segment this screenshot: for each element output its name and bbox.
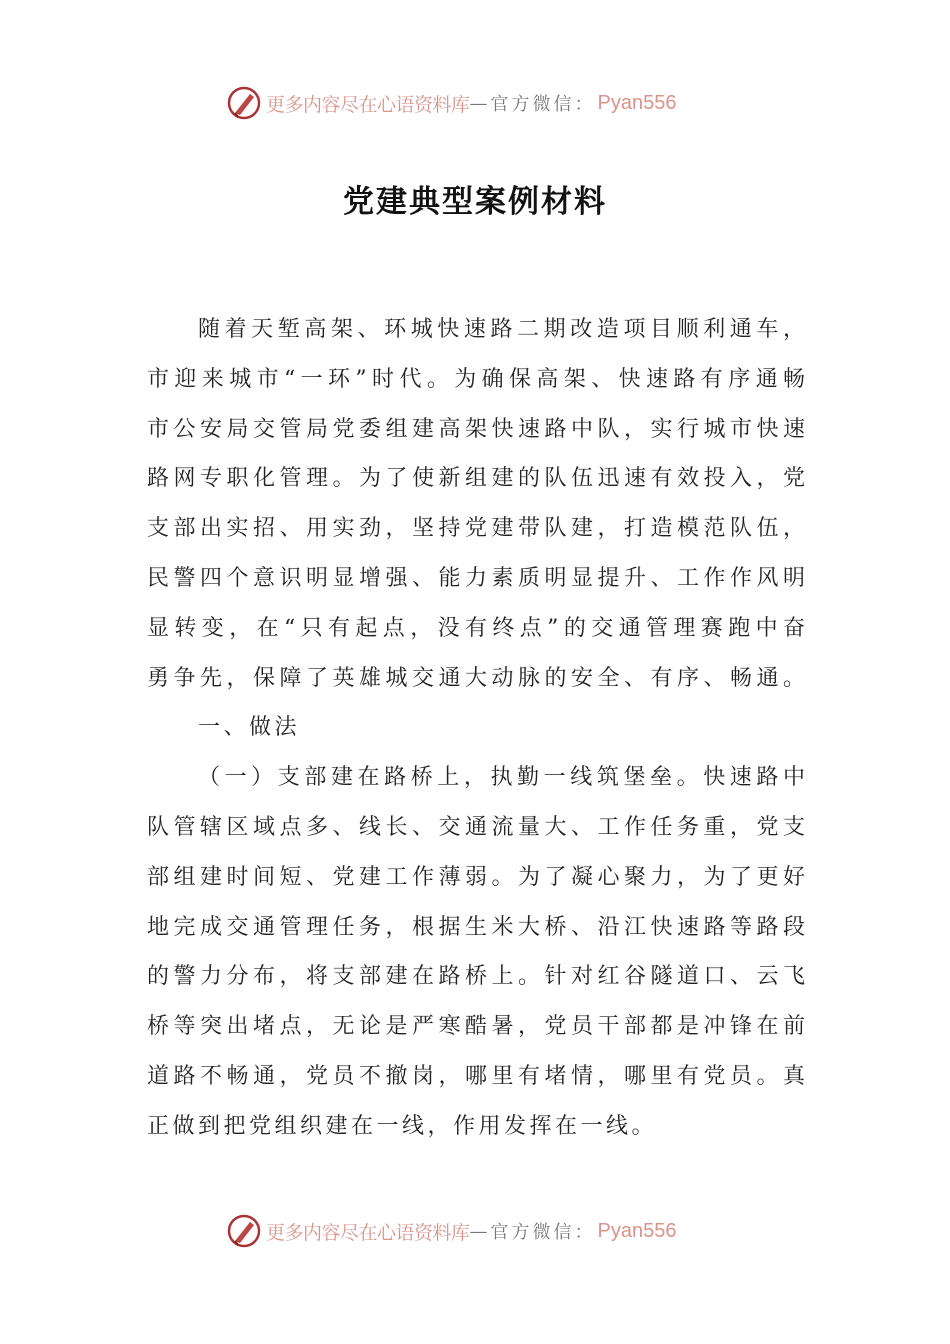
text-line: 勇争先，保障了英雄城交通大动脉的安全、有序、畅通。 [147,665,805,691]
text-line: 道路不畅通，党员不撤岗，哪里有堵情，哪里有党员。真 [147,1063,805,1089]
watermark-dash: — [469,92,491,114]
text-line: 支部出实招、用实劲，坚持党建带队建，打造模范队伍， [147,516,805,542]
footer-watermark [226,1211,676,1251]
watermark-text: 更多内容尽在心语资料库 [266,1221,470,1244]
watermark-account: Pyan556 [597,91,677,114]
text-line: 地完成交通管理任务，根据生米大桥、沿江快速路等路段 [147,914,805,940]
text-line: 的警力分布，将支部建在路桥上。针对红谷隧道口、云飞 [147,964,805,990]
text-line: 显转变，在“只有起点，没有终点”的交通管理赛跑中奋 [147,615,805,641]
text-line: 路网专职化管理。为了使新组建的队伍迅速有效投入，党 [147,466,805,492]
document-title: 党建典型案例材料 [343,184,607,220]
text-line: 市迎来城市“一环”时代。为确保高架、快速路有序通畅 [147,366,805,392]
watermark-text: 更多内容尽在心语资料库 [266,93,470,116]
text-line: （一）支部建在路桥上，执勤一线筑堡垒。快速路中 [198,765,805,791]
header-watermark [226,83,676,123]
text-line: 部组建时间短、党建工作薄弱。为了凝心聚力，为了更好 [147,864,805,890]
text-line: 桥等突出堵点，无论是严寒酷暑，党员干部都是冲锋在前 [147,1014,805,1040]
pen-logo-icon [226,85,262,121]
text-line: 正做到把党组织建在一线，作用发挥在一线。 [147,1113,658,1139]
text-line: 随着天堑高架、环城快速路二期改造项目顺利通车， [198,317,805,342]
pen-logo-icon [226,1213,262,1249]
watermark-account: Pyan556 [597,1219,677,1242]
text-line: 市公安局交管局党委组建高架快速路中队，实行城市快速 [147,416,805,442]
document-body [147,312,805,1159]
text-line: 一、做法 [198,715,301,741]
watermark-dash: — [469,1220,491,1242]
watermark-official-label: 官方微信： [490,1222,596,1243]
text-line: 队管辖区域点多、线长、交通流量大、工作任务重，党支 [147,814,805,840]
watermark-official-label: 官方微信： [490,94,596,115]
text-line: 民警四个意识明显增强、能力素质明显提升、工作作风明 [147,565,805,591]
